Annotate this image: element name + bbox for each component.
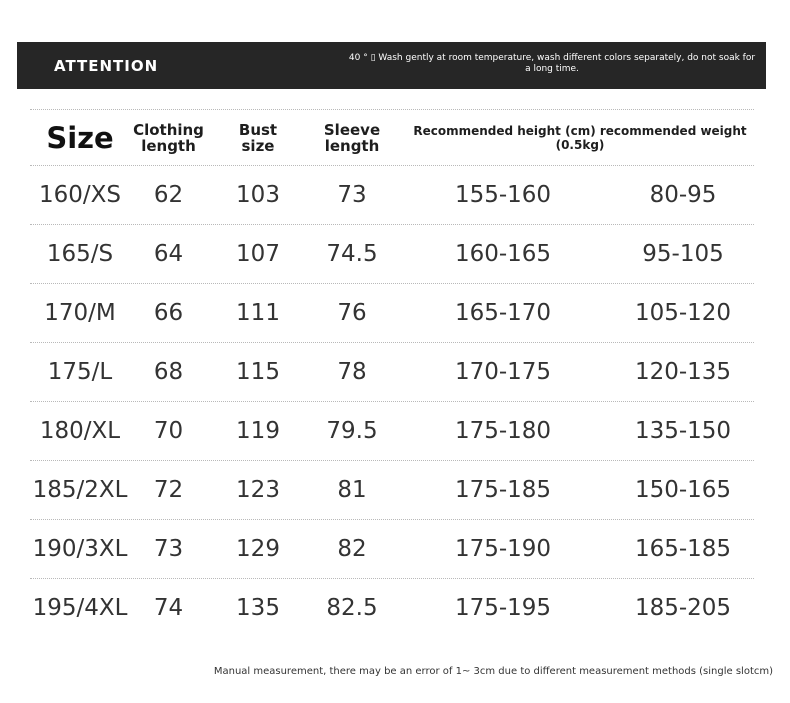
- table-row: [30, 461, 754, 519]
- cell-sleeve-length: 74.5: [326, 241, 378, 267]
- cell-recommended-weight: 165-185: [634, 536, 732, 562]
- measurement-footnote: Manual measurement, there may be an error of 1~ 3cm due to different measurement methods (single slotcm): [213, 666, 773, 677]
- cell-size: 175/L: [47, 359, 113, 385]
- cell-bust-size: 103: [236, 182, 280, 208]
- care-instructions: 40 ° ▯ Wash gently at room temperature, wash different colors separately, do not soak for a long time.: [348, 53, 756, 74]
- header-bust-size: Bust size: [238, 120, 278, 155]
- cell-recommended-height: 175-195: [454, 595, 552, 621]
- cell-sleeve-length: 73: [337, 182, 367, 208]
- header-size: Size: [46, 120, 114, 155]
- cell-recommended-weight: 135-150: [634, 418, 732, 444]
- cell-recommended-weight: 80-95: [649, 182, 717, 208]
- cell-recommended-height: 175-180: [454, 418, 552, 444]
- table-row: [30, 225, 754, 283]
- cell-clothing-length: 66: [153, 300, 184, 326]
- cell-sleeve-length: 78: [337, 359, 367, 385]
- cell-bust-size: 129: [236, 536, 280, 562]
- cell-bust-size: 111: [236, 300, 280, 326]
- cell-clothing-length: 70: [153, 418, 184, 444]
- cell-recommended-weight: 105-120: [634, 300, 732, 326]
- cell-bust-size: 135: [236, 595, 280, 621]
- cell-bust-size: 115: [236, 359, 280, 385]
- table-row: [30, 402, 754, 460]
- cell-recommended-height: 175-185: [454, 477, 552, 503]
- cell-size: 160/XS: [38, 182, 121, 208]
- cell-sleeve-length: 79.5: [326, 418, 378, 444]
- cell-recommended-weight: 120-135: [634, 359, 732, 385]
- cell-clothing-length: 74: [153, 595, 184, 621]
- cell-bust-size: 123: [236, 477, 280, 503]
- cell-sleeve-length: 82.5: [326, 595, 378, 621]
- cell-clothing-length: 62: [153, 182, 184, 208]
- cell-recommended-weight: 185-205: [634, 595, 732, 621]
- attention-banner: [17, 42, 766, 89]
- table-row: [30, 166, 754, 224]
- cell-recommended-height: 175-190: [454, 536, 552, 562]
- cell-bust-size: 119: [236, 418, 280, 444]
- cell-recommended-height: 165-170: [454, 300, 552, 326]
- cell-recommended-height: 170-175: [454, 359, 552, 385]
- header-clothing-length: Clothing length: [133, 120, 204, 155]
- table-row: [30, 579, 754, 637]
- header-sleeve-length: Sleeve length: [323, 120, 381, 155]
- cell-size: 180/XL: [39, 418, 121, 444]
- cell-recommended-weight: 95-105: [642, 241, 724, 267]
- header-recommended-height-weight: Recommended height (cm) recommended weight (0.5kg): [413, 123, 747, 152]
- cell-clothing-length: 64: [153, 241, 184, 267]
- cell-size: 165/S: [46, 241, 114, 267]
- table-row: [30, 343, 754, 401]
- table-header-row: [30, 110, 754, 165]
- table-row: [30, 284, 754, 342]
- cell-clothing-length: 72: [153, 477, 184, 503]
- table-row: [30, 520, 754, 578]
- cell-sleeve-length: 76: [337, 300, 367, 326]
- cell-bust-size: 107: [236, 241, 280, 267]
- cell-size: 170/M: [44, 300, 116, 326]
- cell-sleeve-length: 81: [337, 477, 367, 503]
- cell-clothing-length: 68: [153, 359, 184, 385]
- cell-size: 195/4XL: [32, 595, 128, 621]
- cell-clothing-length: 73: [153, 536, 184, 562]
- cell-size: 185/2XL: [32, 477, 128, 503]
- cell-recommended-height: 160-165: [454, 241, 552, 267]
- cell-sleeve-length: 82: [337, 536, 367, 562]
- cell-recommended-height: 155-160: [454, 182, 552, 208]
- banner-title: ATTENTION: [54, 57, 159, 75]
- cell-size: 190/3XL: [32, 536, 128, 562]
- cell-recommended-weight: 150-165: [634, 477, 732, 503]
